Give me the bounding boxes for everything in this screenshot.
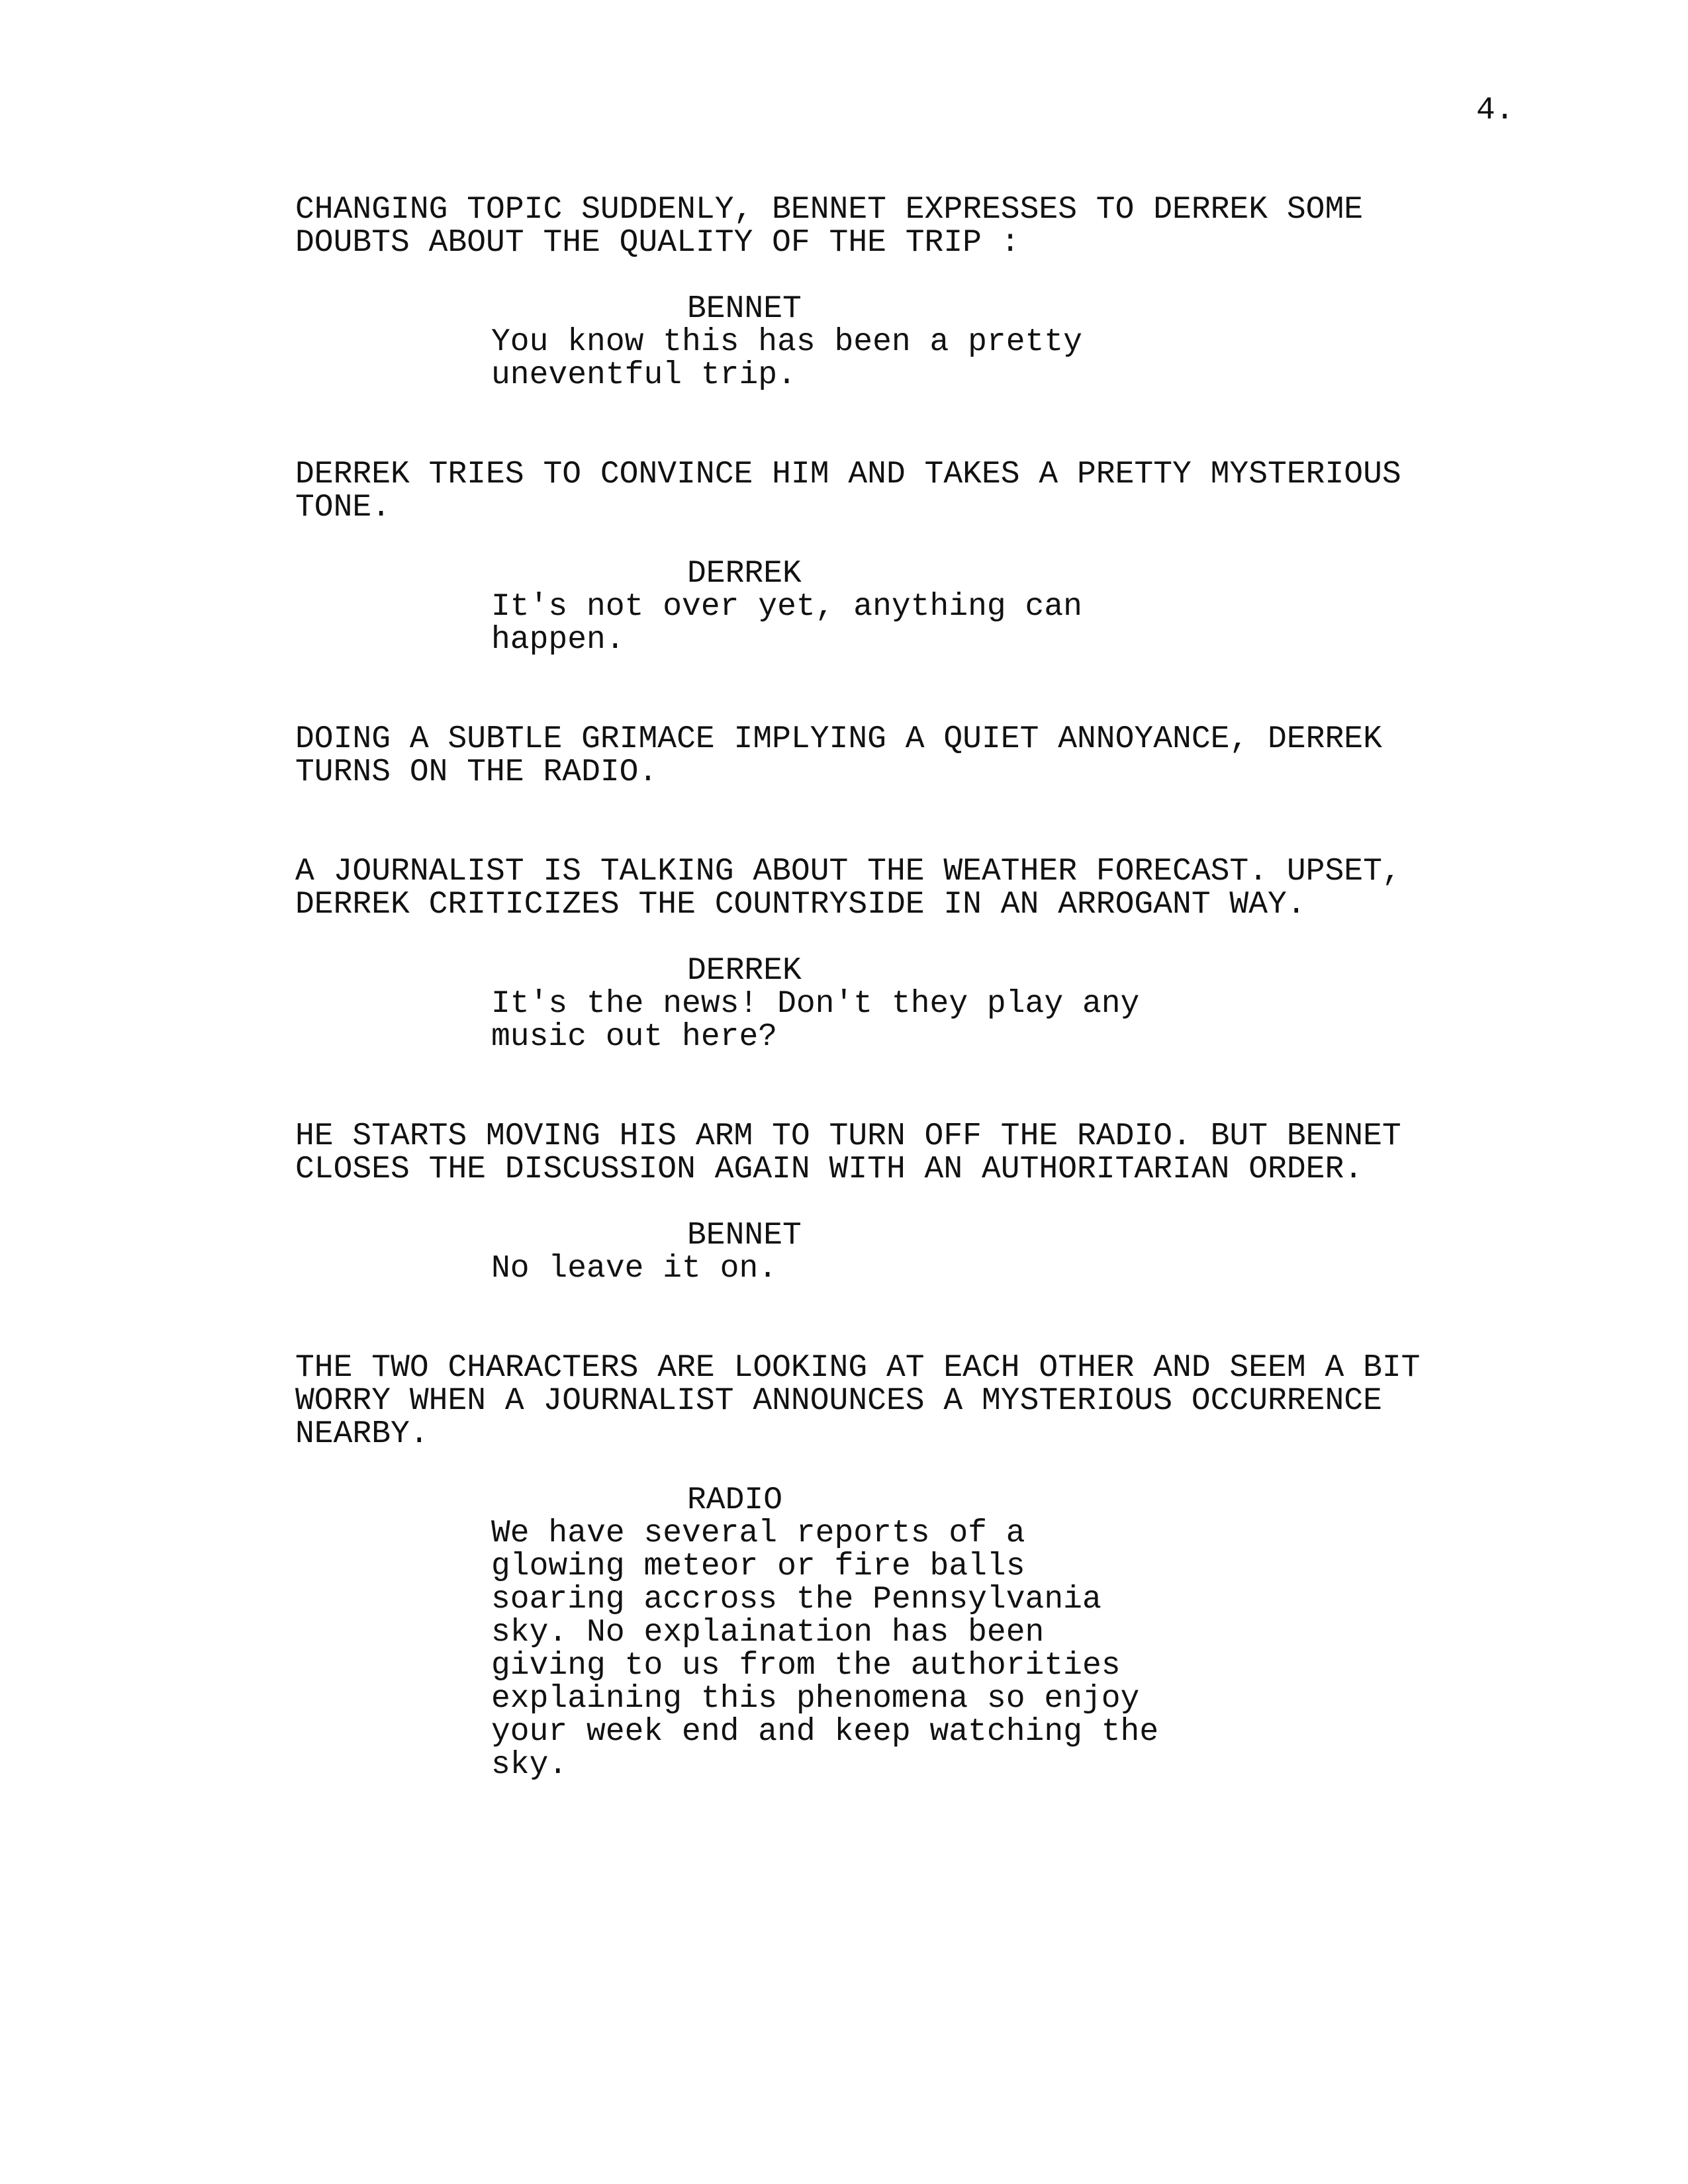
character-name: DERREK [687, 953, 802, 989]
dialogue-line: You know this has been a pretty [491, 324, 1082, 360]
action-line: DERREK TRIES TO CONVINCE HIM AND TAKES A PRETTY MYSTERIOUS [295, 457, 1401, 492]
action-line: TURNS ON THE RADIO. [295, 754, 658, 790]
character-name: BENNET [687, 1218, 802, 1253]
character-name: RADIO [687, 1482, 783, 1518]
dialogue-line: soaring accross the Pennsylvania [491, 1582, 1102, 1617]
dialogue-line: No leave it on. [491, 1251, 778, 1287]
dialogue-line: happen. [491, 622, 625, 658]
dialogue-line: giving to us from the authorities [491, 1648, 1121, 1684]
page-number: 4. [1476, 93, 1515, 128]
dialogue-line: explaining this phenomena so enjoy [491, 1681, 1140, 1717]
character-name: DERREK [687, 556, 802, 592]
dialogue-line: your week end and keep watching the [491, 1714, 1159, 1750]
action-line: A JOURNALIST IS TALKING ABOUT THE WEATHER FORECAST. UPSET, [295, 854, 1401, 889]
dialogue-line: We have several reports of a [491, 1516, 1025, 1551]
character-name: BENNET [687, 291, 802, 327]
action-line: DOING A SUBTLE GRIMACE IMPLYING A QUIET ANNOYANCE, DERREK [295, 721, 1382, 757]
dialogue-line: sky. No explaination has been [491, 1615, 1045, 1651]
dialogue-line: sky. [491, 1747, 568, 1783]
action-line: NEARBY. [295, 1416, 429, 1452]
dialogue-line: music out here? [491, 1019, 778, 1055]
action-line: DOUBTS ABOUT THE QUALITY OF THE TRIP : [295, 225, 1020, 261]
action-line: THE TWO CHARACTERS ARE LOOKING AT EACH OTHER AND SEEM A BIT [295, 1350, 1421, 1386]
dialogue-line: It's the news! Don't they play any [491, 986, 1140, 1022]
dialogue-line: uneventful trip. [491, 357, 796, 393]
action-line: DERREK CRITICIZES THE COUNTRYSIDE IN AN ARROGANT WAY. [295, 887, 1306, 923]
action-line: HE STARTS MOVING HIS ARM TO TURN OFF THE RADIO. BUT BENNET [295, 1118, 1401, 1154]
dialogue-line: It's not over yet, anything can [491, 589, 1082, 625]
action-line: WORRY WHEN A JOURNALIST ANNOUNCES A MYSTERIOUS OCCURRENCE [295, 1383, 1382, 1419]
action-line: TONE. [295, 490, 391, 525]
action-line: CHANGING TOPIC SUDDENLY, BENNET EXPRESSES TO DERREK SOME [295, 192, 1364, 228]
action-line: CLOSES THE DISCUSSION AGAIN WITH AN AUTHORITARIAN ORDER. [295, 1152, 1364, 1187]
dialogue-line: glowing meteor or fire balls [491, 1549, 1025, 1584]
